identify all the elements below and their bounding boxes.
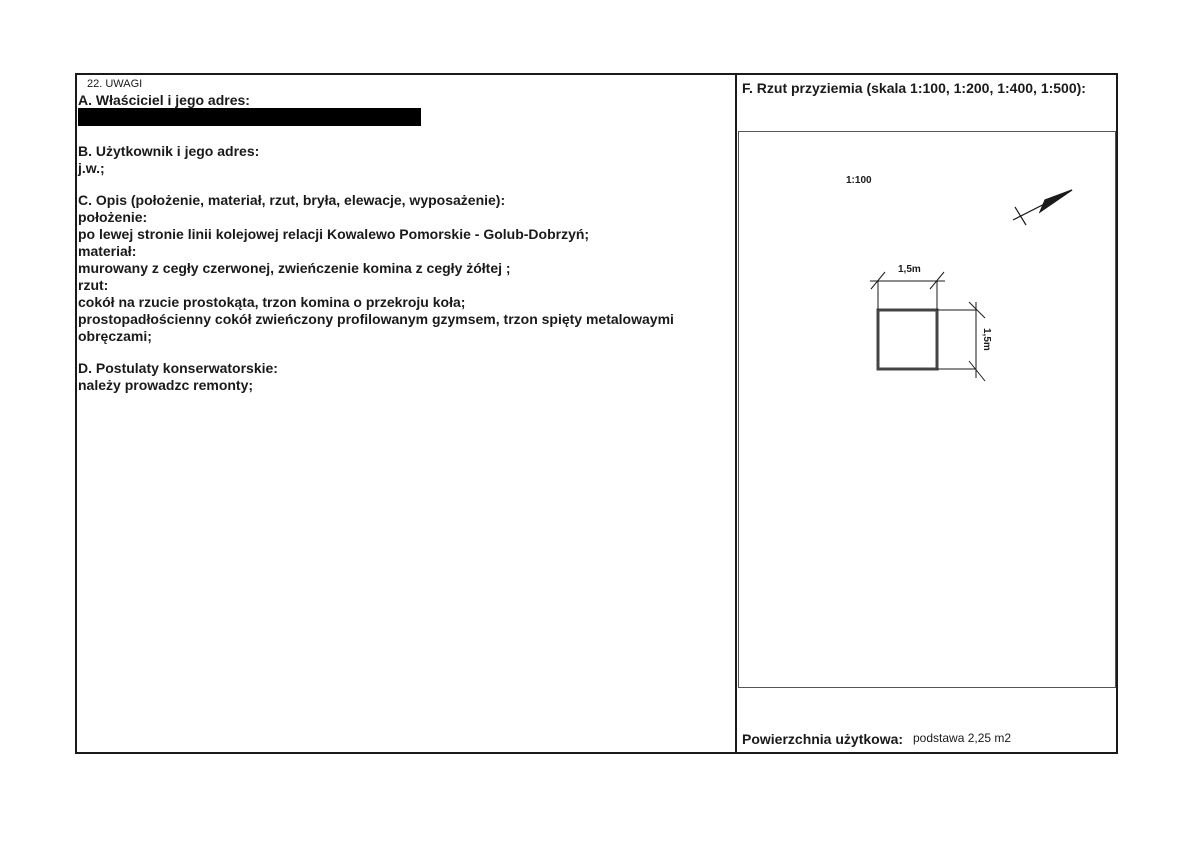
section-header: 22. UWAGI: [87, 78, 143, 90]
floor-plan-title: F. Rzut przyziemia (skala 1:100, 1:200, 1:400, 1:500):: [742, 80, 1086, 96]
vertical-dimension: [937, 302, 985, 381]
vertical-dimension-label: 1,5m: [981, 328, 992, 351]
horizontal-dimension: [870, 272, 945, 310]
user-label: B. Użytkownik i jego adres:: [78, 143, 260, 159]
scale-label: 1:100: [846, 175, 872, 186]
material-value: murowany z cegły czerwonej, zwieńczenie komina z cegły żółtej ;: [78, 260, 511, 276]
material-label: materiał:: [78, 243, 137, 259]
usable-area-value: podstawa 2,25 m2: [913, 731, 1012, 745]
location-value: po lewej stronie linii kolejowej relacji Kowalewo Pomorskie - Golub-Dobrzyń;: [78, 226, 590, 242]
horizontal-dimension-label: 1,5m: [898, 264, 921, 275]
owner-label: A. Właściciel i jego adres:: [78, 92, 250, 108]
location-label: położenie:: [78, 209, 148, 225]
plan-label: rzut:: [78, 277, 109, 293]
user-value: j.w.;: [78, 160, 105, 176]
usable-area-label: Powierzchnia użytkowa:: [742, 731, 904, 747]
description-label: C. Opis (położenie, materiał, rzut, bryła, elewacje, wyposażenie):: [78, 192, 506, 208]
postulates-label: D. Postulaty konserwatorskie:: [78, 360, 278, 376]
postulates-value: należy prowadzc remonty;: [78, 377, 254, 393]
north-arrow-icon: [1013, 190, 1072, 225]
chimney-base-outline: [878, 310, 937, 369]
plan-value: cokół na rzucie prostokąta, trzon komina o przekroju koła;: [78, 294, 466, 310]
form-line-2: obręczami;: [78, 328, 152, 344]
form-line-1: prostopadłościenny cokół zwieńczony profilowanym gzymsem, trzon spięty metalowaymi: [78, 311, 674, 327]
